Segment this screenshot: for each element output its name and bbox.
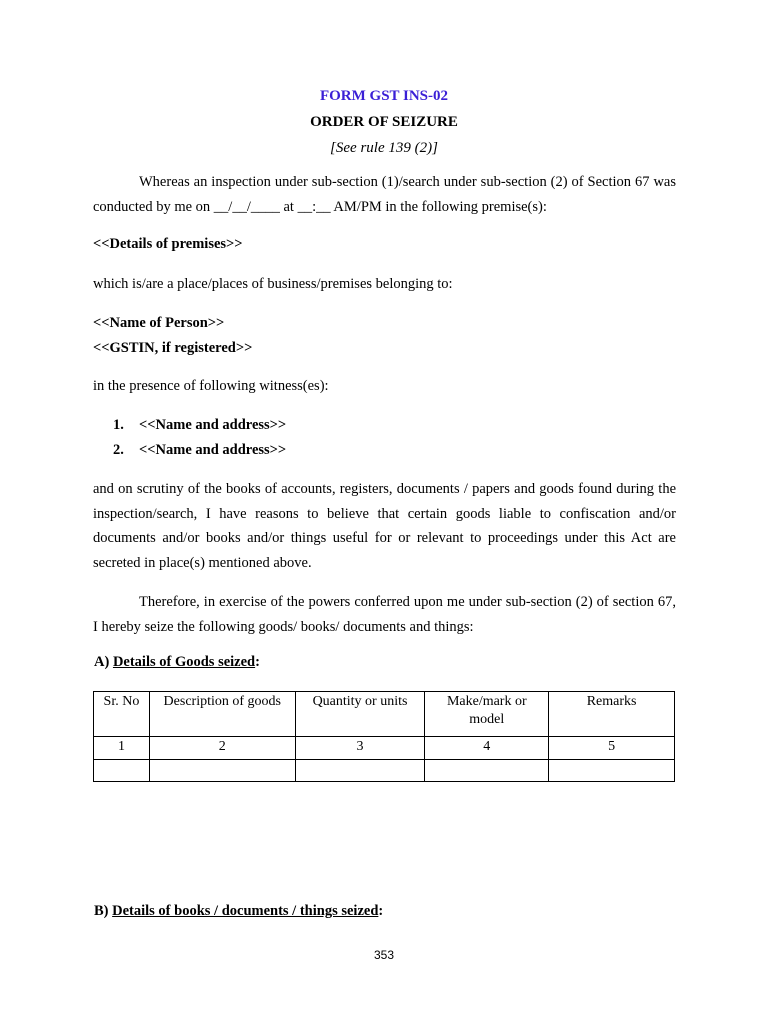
name-placeholder: <<Name of Person>> <box>93 315 225 331</box>
table-cell <box>425 760 549 782</box>
list-item <box>113 438 286 463</box>
witness-placeholder: <<Name and address>> <box>139 417 287 433</box>
scrutiny-paragraph: and on scrutiny of the books of accounts, registers, documents / papers and goods found during the inspection/search, I have reasons to believe that certain goods liable to confiscation and/or documents and/or books and/or things useful for or relevant to proceedings under this Act are secreted in place(s) mentioned above. <box>93 481 676 571</box>
table-cell: 4 <box>425 737 549 760</box>
table-cell: 3 <box>295 737 425 760</box>
page-number: 353 <box>373 948 395 962</box>
list-number: 2. <box>113 442 124 458</box>
table-cell: 2 <box>149 737 295 760</box>
section-title: Details of books / documents / things seized <box>112 903 379 919</box>
table-header-cell: Description of goods <box>149 692 295 737</box>
table-cell <box>549 760 675 782</box>
table-cell <box>149 760 295 782</box>
list-item <box>113 413 286 438</box>
section-title: Details of Goods seized <box>112 654 256 670</box>
section-marker: A) <box>94 654 110 670</box>
seizure-paragraph: Therefore, in exercise of the powers conferred upon me under sub-section (2) of section 67, I hereby seize the following goods/ books/ documents and things: <box>93 594 676 635</box>
gstin-placeholder: <<GSTIN, if registered>> <box>93 340 253 356</box>
table-cell: 5 <box>549 737 675 760</box>
table-row <box>94 737 675 760</box>
witness-list <box>113 413 286 463</box>
premises-placeholder: <<Details of premises>> <box>93 236 243 252</box>
intro-paragraph: Whereas an inspection under sub-section (1)/search under sub-section (2) of Section 67 was conducted by me on __/__/____ at __:__ AM/PM in the following premise(s): <box>93 174 676 215</box>
witness-intro: in the presence of following witness(es): <box>93 378 329 394</box>
table-cell <box>94 760 150 782</box>
section-a-heading <box>94 654 260 671</box>
table-header-cell: Sr. No <box>94 692 150 737</box>
section-colon: : <box>255 654 260 670</box>
section-b-heading <box>94 903 383 920</box>
table-cell: 1 <box>94 737 150 760</box>
table-row <box>94 760 675 782</box>
goods-seized-table <box>93 691 675 782</box>
list-number: 1. <box>113 417 124 433</box>
section-marker: B) <box>94 903 109 919</box>
table-header-row <box>94 692 675 737</box>
form-number: FORM GST INS-02 <box>319 88 449 104</box>
belonging-text: which is/are a place/places of business/premises belonging to: <box>93 276 453 292</box>
table-header-cell: Quantity or units <box>295 692 425 737</box>
section-colon: : <box>378 903 384 919</box>
table-header-cell: Remarks <box>549 692 675 737</box>
table-header-cell: Make/mark or model <box>425 692 549 737</box>
rule-reference: [See rule 139 (2)] <box>330 140 438 156</box>
form-title: ORDER OF SEIZURE <box>310 114 458 130</box>
table-cell <box>295 760 425 782</box>
witness-placeholder: <<Name and address>> <box>139 442 287 458</box>
